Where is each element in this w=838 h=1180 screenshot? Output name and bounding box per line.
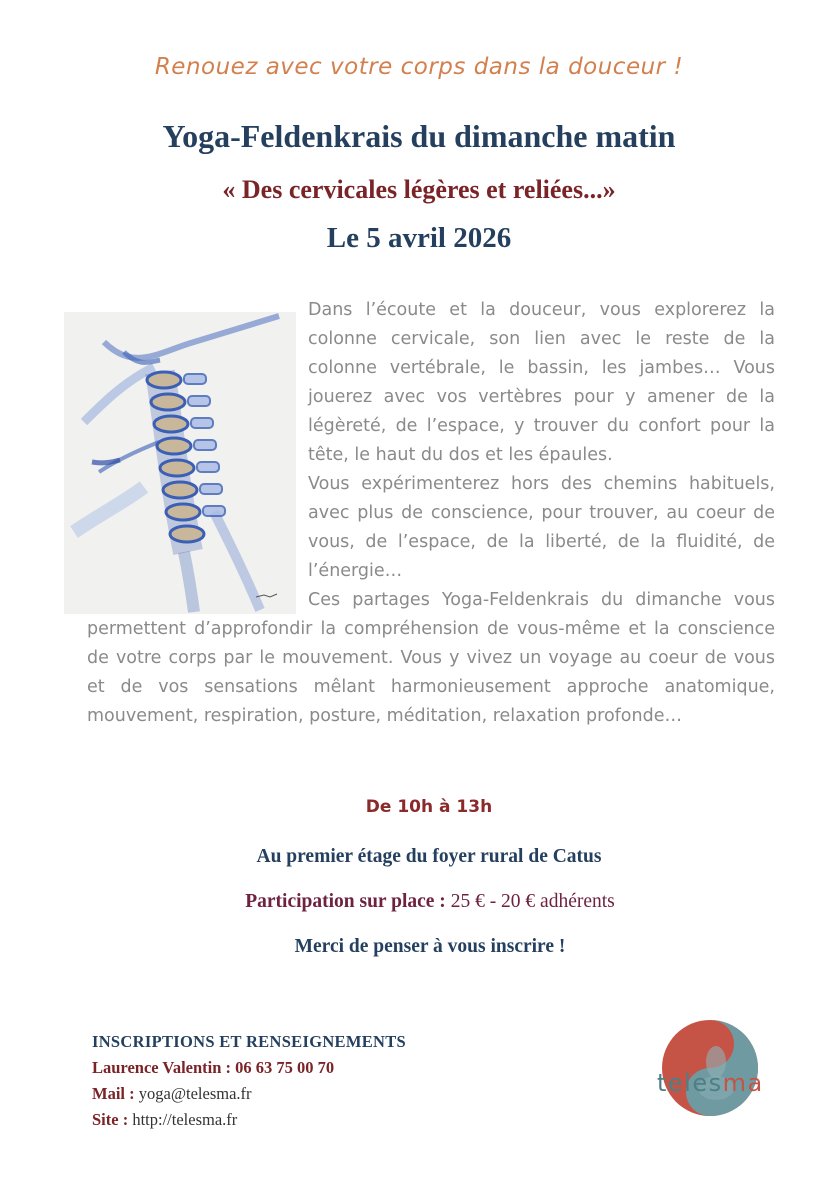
mail-link[interactable]: yoga@telesma.fr [138,1084,252,1103]
mail-label: Mail : [92,1084,135,1103]
contact-block [92,1029,406,1133]
signup-reminder: Merci de penser à vous inscrire ! [294,936,566,957]
page-title: Yoga-Feldenkrais du dimanche matin [162,118,676,154]
description-paragraph-1: Dans l’écoute et la douceur, vous explorerez la colonne cervicale, son lien avec le reste de la colonne vertébrale, le bassin, les jambes… Vous jouerez avec vos vertèbres pour y amener de la légèreté, de l’espace, y trouver du confort pour la tête, le haut du dos et les épaules. [308,300,775,465]
description-paragraph-2: Vous expérimenterez hors des chemins habituels, avec plus de conscience, pour trouver, au coeur de vous, de l’espace, de la liberté, de la fluidité, de l’énergie… [308,474,775,581]
price-value: 25 € - 20 € adhérents [450,891,615,912]
cervical-spine-watercolor-icon [64,312,296,614]
tagline: Renouez avec votre corps dans la douceur ! [154,54,684,80]
contact-site [92,1107,406,1133]
event-date: Le 5 avril 2026 [326,222,512,254]
schedule: De 10h à 13h [365,797,493,817]
description [87,296,775,731]
logo-wordmark [657,1069,777,1097]
page-subtitle: « Des cervicales légères et reliées...» [222,175,616,204]
site-link[interactable]: http://telesma.fr [132,1110,238,1129]
description-paragraph-3: Ces partages Yoga-Feldenkrais du dimanche vous permettent d’approfondir la compréhension de vous-même et la conscience de votre corps par le mouvement. Vous y vivez un voyage au coeur de vous et de vos sensations mêlant harmonieusement approche anatomique, mouvement, respiration, posture, méditation, relaxation profonde… [87,590,775,726]
price [0,891,838,913]
logo-text-part1: teles [657,1069,723,1097]
logo-text-part2: ma [722,1069,764,1097]
contact-name-phone: Laurence Valentin : 06 63 75 00 70 [92,1058,335,1077]
site-label: Site : [92,1110,129,1129]
location: Au premier étage du foyer rural de Catus [256,846,602,867]
price-label: Participation sur place : [245,891,446,912]
contact-mail [92,1081,406,1107]
contact-heading: INSCRIPTIONS ET RENSEIGNEMENTS [92,1032,407,1051]
telesma-logo-icon [654,1018,780,1118]
